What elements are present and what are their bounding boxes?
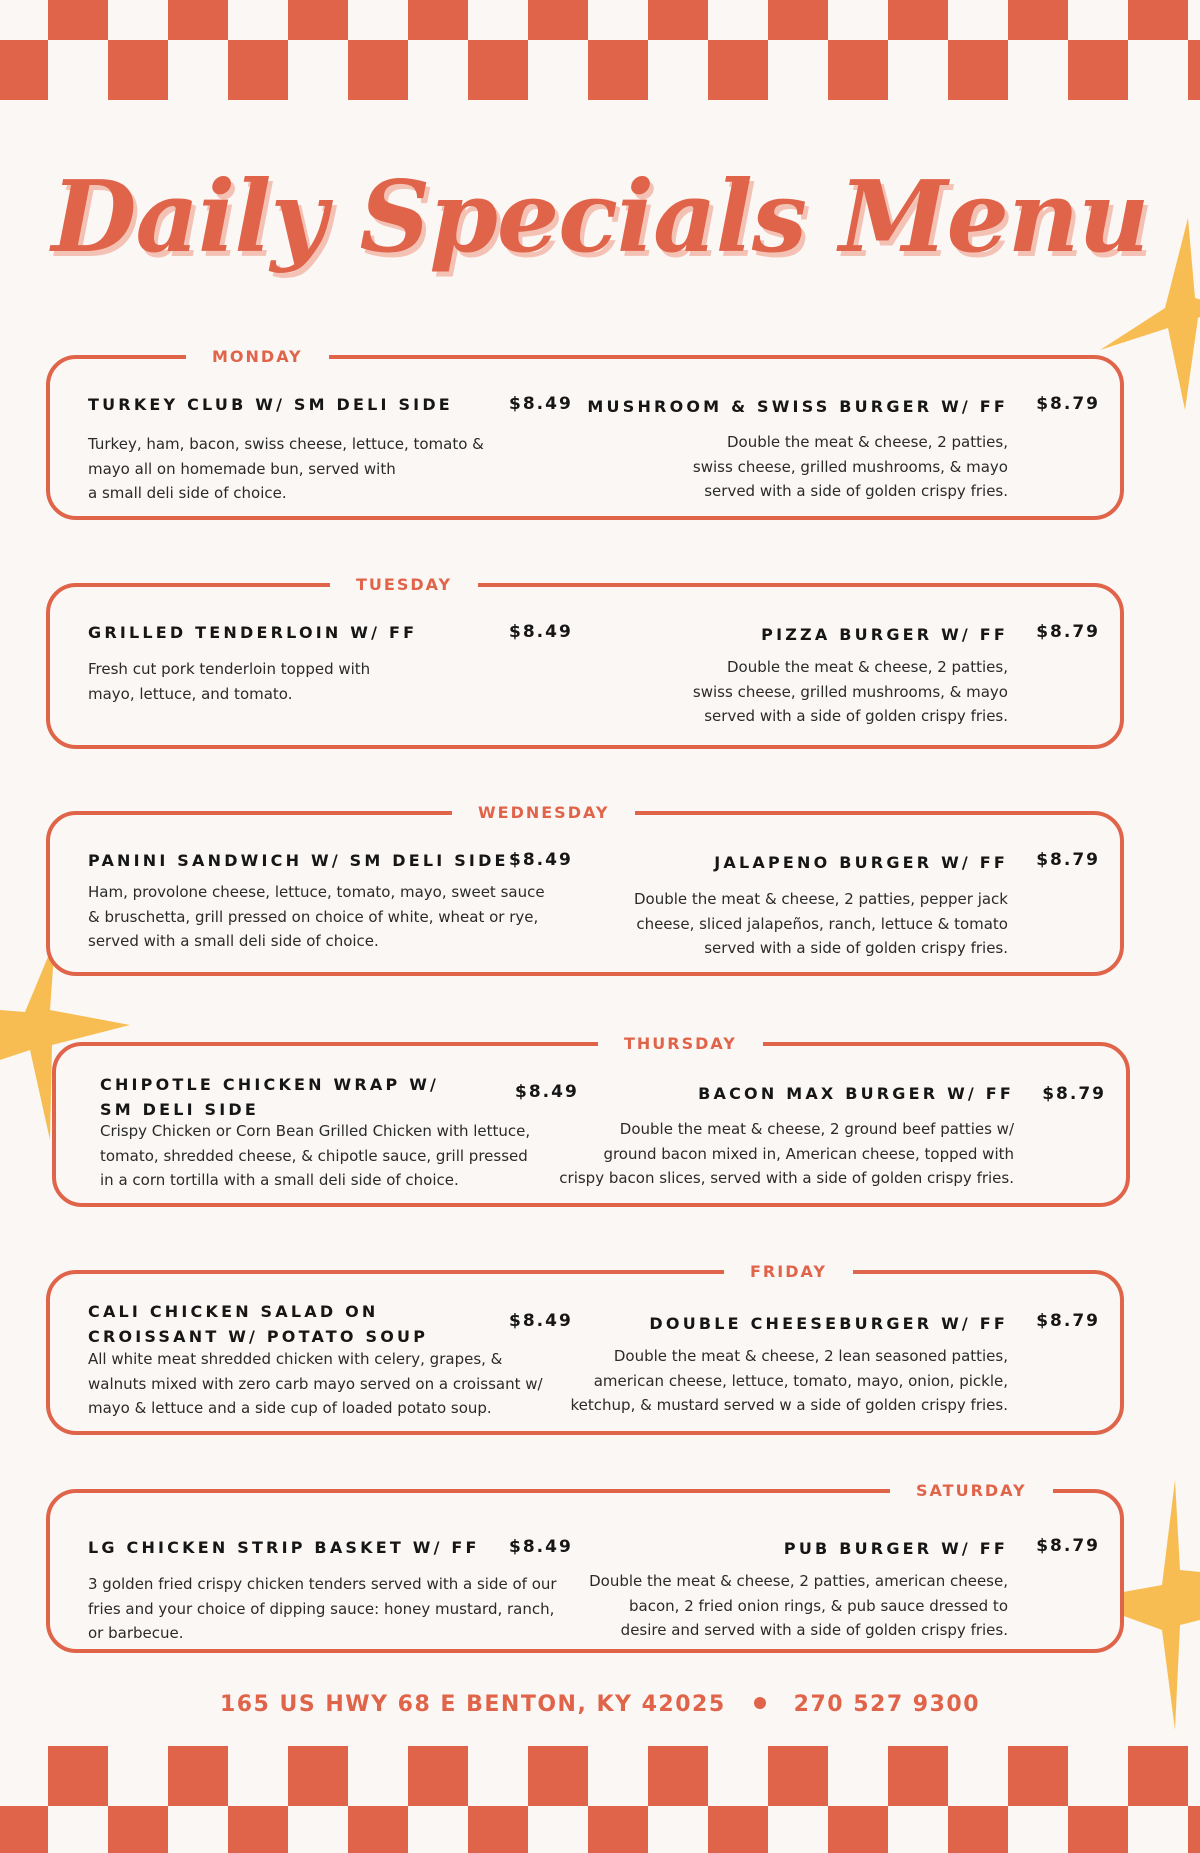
day-card-wednesday — [46, 803, 1124, 976]
dish-price: $8.49 — [515, 1082, 579, 1102]
dish-name: GRILLED TENDERLOIN W/ FF — [88, 623, 418, 642]
dish-price: $8.49 — [509, 394, 573, 414]
dish-price: $8.79 — [1036, 850, 1100, 870]
day-label: FRIDAY — [724, 1260, 853, 1284]
separator-dot-icon — [754, 1697, 766, 1709]
dish-price: $8.49 — [509, 1311, 573, 1331]
dish-name: MUSHROOM & SWISS BURGER W/ FF — [587, 397, 1008, 416]
dish-name: PUB BURGER W/ FF — [783, 1539, 1008, 1558]
dish-price: $8.79 — [1036, 394, 1100, 414]
checkered-border-bottom — [0, 1746, 1200, 1853]
dish-name: CHIPOTLE CHICKEN WRAP W/ SM DELI SIDE — [100, 1075, 440, 1119]
day-card-monday — [46, 347, 1124, 520]
day-label: THURSDAY — [598, 1032, 763, 1056]
dish-description: Ham, provolone cheese, lettuce, tomato, mayo, sweet sauce & bruschetta, grill pressed on choice of white, wheat or rye, served with a small deli side of choice. — [88, 883, 545, 950]
dish-description: Double the meat & cheese, 2 ground beef patties w/ ground bacon mixed in, American cheese, topped with crispy bacon slices, served with a side of golden crispy fries. — [559, 1120, 1014, 1187]
checkered-border-top — [0, 0, 1200, 100]
dish-name: CALI CHICKEN SALAD ON CROISSANT W/ POTATO SOUP — [88, 1302, 429, 1346]
dish-description: Double the meat & cheese, 2 patties, swiss cheese, grilled mushrooms, & mayo served with a side of golden crispy fries. — [692, 433, 1008, 500]
day-label: MONDAY — [186, 345, 329, 369]
day-card-friday — [46, 1262, 1124, 1435]
footer-phone: 270 527 9300 — [793, 1692, 981, 1717]
dish-description: 3 golden fried crispy chicken tenders served with a side of our fries and your choice of dipping sauce: honey mustard, ranch, or barbecue. — [88, 1575, 557, 1642]
dish-name: TURKEY CLUB W/ SM DELI SIDE — [88, 395, 453, 414]
dish-name: BACON MAX BURGER W/ FF — [698, 1084, 1014, 1103]
dish-name: PANINI SANDWICH W/ SM DELI SIDE — [88, 851, 509, 870]
dish-name: JALAPENO BURGER W/ FF — [714, 853, 1008, 872]
dish-description: Double the meat & cheese, 2 patties, pepper jack cheese, sliced jalapeños, ranch, lettuce & tomato served with a side of golden crispy fries. — [633, 890, 1008, 957]
dish-price: $8.49 — [509, 1537, 573, 1557]
day-label: SATURDAY — [890, 1479, 1053, 1503]
dish-price: $8.49 — [509, 850, 573, 870]
dish-description: Fresh cut pork tenderloin topped with mayo, lettuce, and tomato. — [88, 660, 371, 703]
dish-price: $8.79 — [1042, 1084, 1106, 1104]
footer-contact — [0, 1692, 1200, 1717]
dish-description: Double the meat & cheese, 2 patties, american cheese, bacon, 2 fried onion rings, & pub sauce dressed to desire and served with a side of golden crispy fries. — [589, 1572, 1008, 1639]
dish-description: Double the meat & cheese, 2 lean seasoned patties, american cheese, lettuce, tomato, mayo, onion, pickle, ketchup, & mustard served w a side of golden crispy fries. — [570, 1347, 1008, 1414]
day-card-saturday — [46, 1481, 1124, 1653]
dish-price: $8.49 — [509, 622, 573, 642]
dish-price: $8.79 — [1036, 622, 1100, 642]
footer-address: 165 US HWY 68 E BENTON, KY 42025 — [219, 1692, 726, 1717]
day-card-thursday — [52, 1034, 1130, 1207]
dish-name: DOUBLE CHEESEBURGER W/ FF — [649, 1314, 1008, 1333]
dish-description: Turkey, ham, bacon, swiss cheese, lettuce, tomato & mayo all on homemade bun, served with a small deli side of choice. — [88, 435, 484, 502]
day-label: WEDNESDAY — [452, 801, 635, 825]
dish-description: All white meat shredded chicken with celery, grapes, & walnuts mixed with zero carb mayo served on a croissant w/ mayo & lettuce and a side cup of loaded potato soup. — [88, 1350, 543, 1417]
dish-price: $8.79 — [1036, 1311, 1100, 1331]
dish-description: Crispy Chicken or Corn Bean Grilled Chicken with lettuce, tomato, shredded cheese, & chipotle sauce, grill pressed in a corn tortilla with a small deli side of choice. — [100, 1122, 531, 1189]
day-card-tuesday — [46, 575, 1124, 749]
page-title: Daily Specials Menu — [51, 160, 1149, 275]
dish-name: PIZZA BURGER W/ FF — [761, 625, 1008, 644]
dish-name: LG CHICKEN STRIP BASKET W/ FF — [88, 1538, 480, 1557]
dish-price: $8.79 — [1036, 1536, 1100, 1556]
dish-description: Double the meat & cheese, 2 patties, swiss cheese, grilled mushrooms, & mayo served with a side of golden crispy fries. — [692, 658, 1008, 725]
day-label: TUESDAY — [330, 573, 478, 597]
